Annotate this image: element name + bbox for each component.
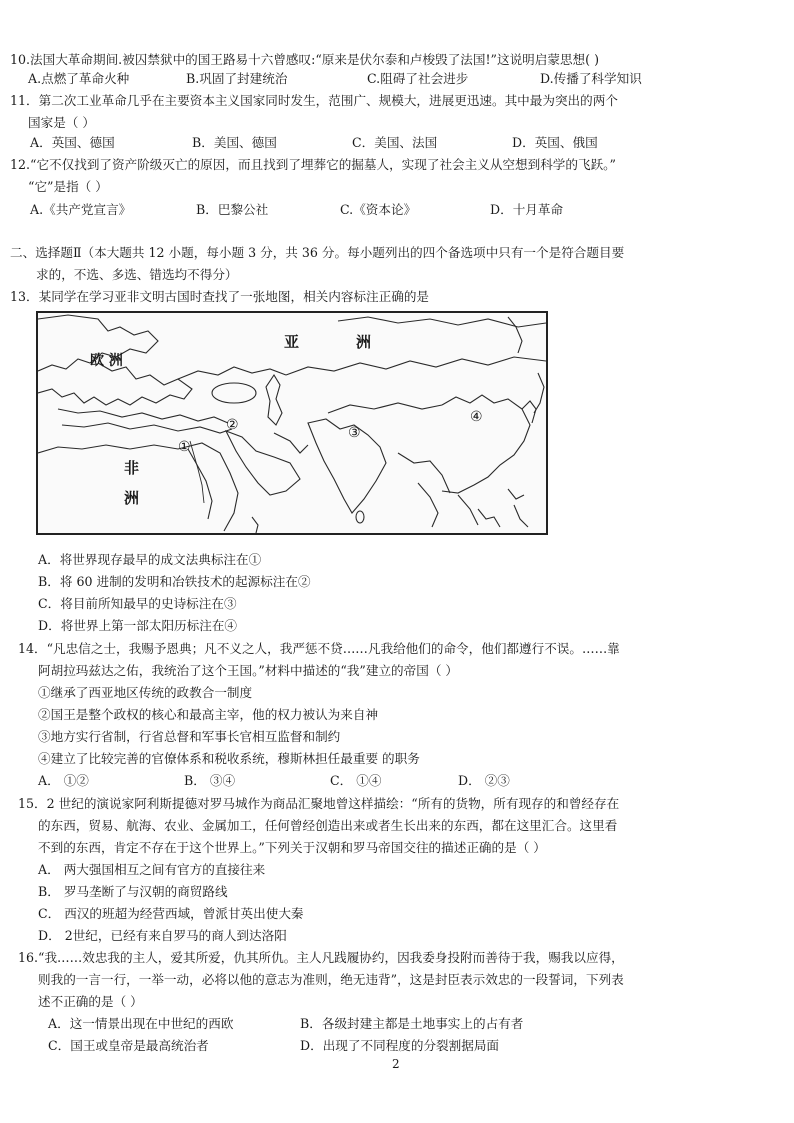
page-number: 2 [392,1057,400,1071]
map-marker-1: ① [178,439,191,455]
map-label-africa1: 非 [124,459,140,477]
q16-stem-line1: 16.“我……效忠我的主人，爱其所爱，仇其所仇。主人凡践履协约，因我委身投附而善待于我，赐我以应得， [18,950,624,965]
map-marker-3: ③ [348,425,361,441]
q14-option-d: D． ②③ [458,773,510,788]
map-label-asia2: 洲 [356,333,372,351]
map-svg [38,313,546,533]
q13-option-c: C．将目前所知最早的史诗标注在③ [38,596,237,611]
q15-option-c: C． 西汉的班超为经营西域，曾派甘英出使大秦 [38,906,304,921]
q13-option-b: B．将 60 进制的发明和冶铁技术的起源标注在② [38,574,311,589]
q11-option-d: D．英国、俄国 [512,135,598,150]
q12-option-c: C.《资本论》 [340,202,417,217]
q14-option-c: C． ①④ [330,773,382,788]
q10-option-a: A.点燃了革命火种 [28,71,130,86]
q14-item-4: ④建立了比较完善的官僚体系和税收系统，穆斯林担任最重要 的职务 [38,751,420,766]
q12-option-b: B．巴黎公社 [196,202,269,217]
q15-option-b: B． 罗马垄断了与汉朝的商贸路线 [38,884,228,899]
map-marker-4: ④ [470,409,483,425]
section2-heading-line1: 二、选择题Ⅱ（本大题共 12 小题，每小题 3 分，共 36 分。每小题列出的四个备选项中只有一个是符合题目要 [10,245,625,260]
q13-option-a: A．将世界现存最早的成文法典标注在① [38,552,262,567]
q16-option-c: C．国王或皇帝是最高统治者 [48,1038,209,1053]
q14-item-2: ②国王是整个政权的核心和最高主宰，他的权力被认为来自神 [38,707,379,722]
section2-heading-line2: 求的，不选、多选、错选均不得分） [36,267,238,282]
q12-option-d: D．十月革命 [490,202,564,217]
map-label-asia1: 亚 [284,333,300,351]
q14-stem-line1: 14．“凡忠信之士，我赐予恩典；凡不义之人，我严惩不贷……凡我给他们的命令，他们都遵行不误。……靠 [18,641,620,656]
q15-option-d: D． 2世纪，已经有来自罗马的商人到达洛阳 [38,928,287,943]
q16-stem-line2: 则我的一言一行，一举一动，必将以他的意志为准则，绝无违背”，这是封臣表示效忠的一段誓词，下列表 [38,972,624,987]
q14-stem-line2: 阿胡拉玛兹达之佑，我统治了这个王国。”材料中描述的“我”建立的帝国（ ） [38,663,459,678]
q14-item-1: ①继承了西亚地区传统的政教合一制度 [38,685,253,700]
q15-stem-line1: 15．2 世纪的演说家阿利斯提德对罗马城作为商品汇聚地曾这样描绘：“所有的货物，所有现存的和曾经存在 [18,796,620,811]
q11-option-a: A．英国、德国 [30,135,115,150]
q15-stem-line3: 不到的东西，肯定不存在于这个世界上。”下列关于汉朝和罗马帝国交往的描述正确的是（ ） [38,840,546,855]
q14-option-b: B． ③④ [184,773,236,788]
q10-stem: 10.法国大革命期间.被囚禁狱中的国王路易十六曾感叹:“原来是伏尔泰和卢梭毁了法国!”这说明启蒙思想( ) [10,52,599,67]
q11-stem-line2: 国家是（ ） [28,115,95,130]
q15-stem-line2: 的东西，贸易、航海、农业、金属加工，任何曾经创造出来或者生长出来的东西，都在这里汇合。这里看 [38,818,618,833]
q14-item-3: ③地方实行省制，行省总督和军事长官相互监督和制约 [38,729,341,744]
map-label-europe: 欧 洲 [90,353,123,369]
q13-map [36,311,548,535]
q10-option-b: B.巩固了封建统治 [186,71,288,86]
q16-option-a: A．这一情景出现在中世纪的西欧 [48,1016,234,1031]
q13-option-d: D．将世界上第一部太阳历标注在④ [38,618,238,633]
q16-option-b: B．各级封建主都是土地事实上的占有者 [300,1016,524,1031]
q10-option-c: C.阻碍了社会进步 [367,71,469,86]
map-label-africa2: 洲 [124,489,140,507]
q10-option-d: D.传播了科学知识 [540,71,642,86]
q12-stem-line2: “它”是指（ ） [28,179,108,194]
q16-stem-line3: 述不正确的是（ ） [38,994,143,1009]
q13-stem: 13．某同学在学习亚非文明古国时查找了一张地图，相关内容标注正确的是 [10,289,430,304]
map-marker-2: ② [226,417,239,433]
q11-option-b: B．美国、德国 [192,135,277,150]
q11-option-c: C．美国、法国 [352,135,438,150]
q12-option-a: A.《共产党宣言》 [30,202,132,217]
q14-option-a: A． ①② [38,773,89,788]
q15-option-a: A． 两大强国相互之间有官方的直接往来 [38,862,266,877]
q11-stem-line1: 11．第二次工业革命几乎在主要资本主义国家同时发生，范围广、规模大，进展更迅速。其中最为突出的两个 [10,93,618,108]
q16-option-d: D．出现了不同程度的分裂割据局面 [300,1038,500,1053]
q12-stem-line1: 12.“它不仅找到了资产阶级灭亡的原因，而且找到了埋葬它的掘墓人，实现了社会主义从空想到科学的飞跃。” [10,157,616,172]
